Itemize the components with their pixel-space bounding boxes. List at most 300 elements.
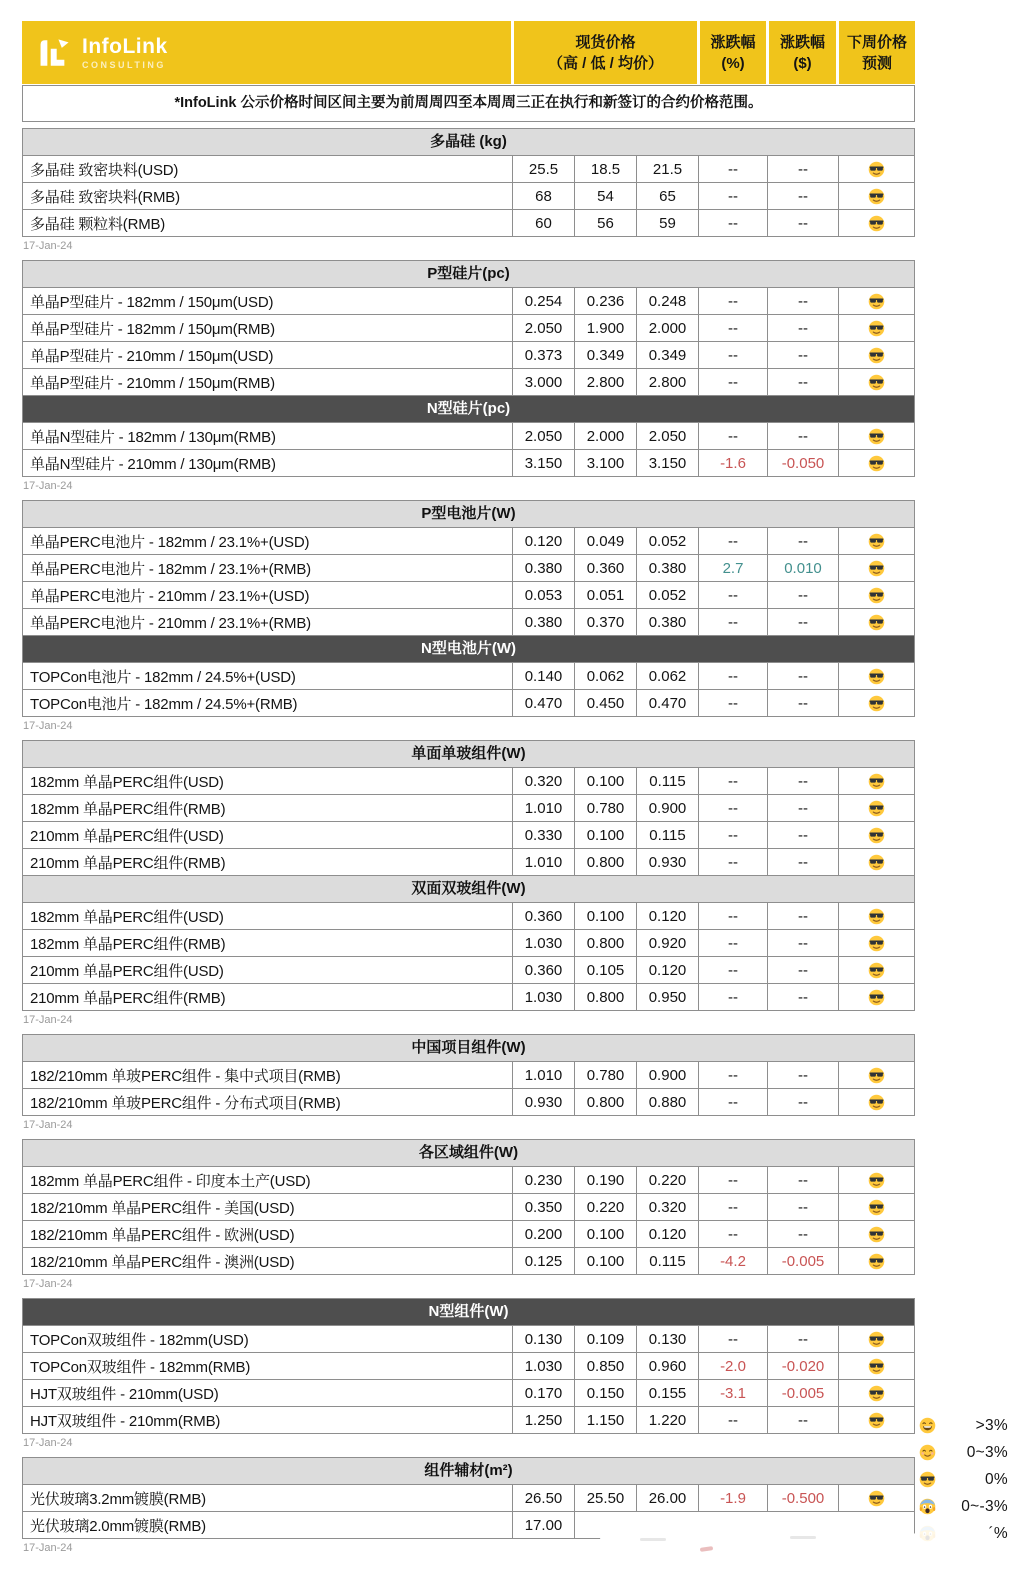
table-row	[23, 422, 914, 449]
column-header-change-pct	[700, 21, 766, 84]
brand-header	[22, 21, 915, 84]
low-cell: 25.50	[574, 1485, 636, 1511]
forecast-cell	[838, 795, 914, 821]
high-cell: 2.050	[512, 423, 574, 449]
row-label: HJT双玻组件 - 210mm(USD)	[30, 1385, 219, 1403]
row-label: 光伏玻璃2.0mm镀膜(RMB)	[30, 1517, 206, 1535]
chg-cell: --	[767, 1326, 838, 1352]
price-section	[22, 1034, 915, 1116]
high-cell: 0.120	[512, 528, 574, 554]
change-usd-subtitle: ($)	[793, 54, 812, 72]
chg-cell: --	[767, 609, 838, 635]
high-cell: 0.130	[512, 1326, 574, 1352]
avg-cell: 0.120	[636, 1221, 698, 1247]
low-cell: 0.236	[574, 288, 636, 314]
row-label: 210mm 单晶PERC组件(RMB)	[30, 989, 226, 1007]
sunglasses-emoji-icon	[868, 1199, 885, 1216]
low-cell: 0.100	[574, 1221, 636, 1247]
table-row	[23, 314, 914, 341]
pct-cell: --	[698, 1326, 767, 1352]
price-section	[22, 395, 915, 477]
sunglasses-emoji-icon	[868, 1067, 885, 1084]
avg-cell: 26.00	[636, 1485, 698, 1511]
high-cell: 68	[512, 183, 574, 209]
legend-label: >3%	[975, 1416, 1008, 1434]
sunglasses-emoji-icon	[868, 962, 885, 979]
sunglasses-emoji-icon	[868, 533, 885, 550]
date-label: 17-Jan-24	[23, 1014, 73, 1026]
row-label: 182/210mm 单晶PERC组件 - 美国(USD)	[30, 1199, 295, 1217]
row-label: 182mm 单晶PERC组件(USD)	[30, 908, 224, 926]
high-cell: 0.320	[512, 768, 574, 794]
forecast-cell	[838, 582, 914, 608]
table-row	[23, 1193, 914, 1220]
avg-cell: 0.248	[636, 288, 698, 314]
avg-cell: 0.155	[636, 1380, 698, 1406]
avg-cell: 0.120	[636, 903, 698, 929]
forecast-cell	[838, 1326, 914, 1352]
pct-cell: --	[698, 609, 767, 635]
price-section	[22, 1298, 915, 1434]
sunglasses-emoji-icon	[868, 1094, 885, 1111]
sunglasses-emoji-icon	[868, 935, 885, 952]
high-cell: 0.930	[512, 1089, 574, 1115]
low-cell: 0.360	[574, 555, 636, 581]
sunglasses-emoji-icon	[868, 320, 885, 337]
avg-cell: 3.150	[636, 450, 698, 476]
forecast-cell	[838, 768, 914, 794]
high-cell: 0.200	[512, 1221, 574, 1247]
pct-cell: --	[698, 1167, 767, 1193]
low-cell: 0.109	[574, 1326, 636, 1352]
avg-cell: 0.960	[636, 1353, 698, 1379]
avg-cell: 59	[636, 210, 698, 236]
section-header: 单面单玻组件(W)	[23, 741, 914, 767]
table-row	[23, 608, 914, 635]
pct-cell: --	[698, 288, 767, 314]
pct-cell: --	[698, 984, 767, 1010]
table-row	[23, 902, 914, 929]
sunglasses-emoji-icon	[868, 668, 885, 685]
price-sheet	[22, 21, 915, 1562]
spot-price-subtitle: （高 / 低 / 均价）	[547, 54, 663, 72]
chg-cell: --	[767, 984, 838, 1010]
date-label: 17-Jan-24	[23, 240, 73, 252]
forecast-cell	[838, 342, 914, 368]
overlay-speck	[640, 1538, 666, 1541]
chg-cell: --	[767, 1221, 838, 1247]
forecast-cell	[838, 183, 914, 209]
avg-cell: 2.050	[636, 423, 698, 449]
section-header: N型硅片(pc)	[23, 396, 914, 422]
pct-cell: --	[698, 690, 767, 716]
high-cell: 0.360	[512, 957, 574, 983]
legend-item	[903, 1439, 1028, 1466]
forecast-cell	[838, 903, 914, 929]
forecast-cell	[838, 957, 914, 983]
forecast-cell	[838, 1380, 914, 1406]
forecast-cell	[838, 849, 914, 875]
low-cell: 0.349	[574, 342, 636, 368]
table-row	[23, 956, 914, 983]
price-section	[22, 875, 915, 1011]
pct-cell: --	[698, 528, 767, 554]
row-label: 210mm 单晶PERC组件(RMB)	[30, 854, 226, 872]
chg-cell: --	[767, 1194, 838, 1220]
chg-cell: --	[767, 930, 838, 956]
row-label: 182mm 单晶PERC组件 - 印度本土产(USD)	[30, 1172, 311, 1190]
row-label: TOPCon双玻组件 - 182mm(RMB)	[30, 1358, 251, 1376]
avg-cell: 0.130	[636, 1326, 698, 1352]
pct-cell: --	[698, 156, 767, 182]
chg-cell: --	[767, 663, 838, 689]
sunglasses-emoji-icon	[868, 614, 885, 631]
column-header-spot-price	[514, 21, 697, 84]
row-label: 单晶PERC电池片 - 210mm / 23.1%+(USD)	[30, 587, 310, 605]
infolink-logo-icon	[38, 37, 72, 69]
chg-cell: -0.005	[767, 1248, 838, 1274]
section-header: 组件辅材(m²)	[23, 1458, 914, 1484]
low-cell: 0.100	[574, 1248, 636, 1274]
table-row	[23, 287, 914, 314]
chg-cell: --	[767, 342, 838, 368]
low-cell: 0.100	[574, 768, 636, 794]
table-row	[23, 368, 914, 395]
avg-cell: 0.900	[636, 795, 698, 821]
row-label: 单晶P型硅片 - 210mm / 150μm(USD)	[30, 347, 274, 365]
pct-cell: 2.7	[698, 555, 767, 581]
high-cell: 1.010	[512, 795, 574, 821]
low-cell: 0.800	[574, 984, 636, 1010]
high-cell: 1.010	[512, 849, 574, 875]
sunglasses-emoji-icon	[868, 908, 885, 925]
sunglasses-emoji-icon	[868, 347, 885, 364]
avg-cell: 0.900	[636, 1062, 698, 1088]
table-row	[23, 155, 914, 182]
chg-cell: -0.020	[767, 1353, 838, 1379]
pct-cell: --	[698, 342, 767, 368]
table-row	[23, 341, 914, 368]
forecast-cell	[838, 663, 914, 689]
chg-cell: --	[767, 690, 838, 716]
legend-label: 0~3%	[966, 1443, 1008, 1461]
low-cell: 0.800	[574, 930, 636, 956]
chg-cell: --	[767, 369, 838, 395]
chg-cell: -0.005	[767, 1380, 838, 1406]
row-label: 单晶PERC电池片 - 210mm / 23.1%+(RMB)	[30, 614, 311, 632]
chg-cell: --	[767, 423, 838, 449]
date-label: 17-Jan-24	[23, 1437, 73, 1449]
table-row	[23, 449, 914, 476]
chg-cell: --	[767, 528, 838, 554]
low-cell: 1.150	[574, 1407, 636, 1433]
row-label: 210mm 单晶PERC组件(USD)	[30, 962, 224, 980]
table-row	[23, 1088, 914, 1115]
sunglasses-emoji-icon	[868, 1358, 885, 1375]
change-pct-subtitle: (%)	[721, 54, 745, 72]
avg-cell: 0.062	[636, 663, 698, 689]
row-label: 单晶N型硅片 - 182mm / 130μm(RMB)	[30, 428, 276, 446]
forecast-cell	[838, 555, 914, 581]
row-label: TOPCon电池片 - 182mm / 24.5%+(USD)	[30, 668, 296, 686]
high-cell: 0.330	[512, 822, 574, 848]
high-cell: 0.350	[512, 1194, 574, 1220]
sunglasses-emoji-icon	[868, 215, 885, 232]
high-cell: 0.380	[512, 609, 574, 635]
chg-cell: --	[767, 582, 838, 608]
brand-logo-cell	[22, 21, 511, 84]
high-cell: 0.254	[512, 288, 574, 314]
chg-cell: --	[767, 957, 838, 983]
section-header: P型硅片(pc)	[23, 261, 914, 287]
chg-cell: --	[767, 822, 838, 848]
high-cell: 1.250	[512, 1407, 574, 1433]
avg-cell: 0.950	[636, 984, 698, 1010]
pct-cell: --	[698, 1407, 767, 1433]
row-label: 单晶PERC电池片 - 182mm / 23.1%+(USD)	[30, 533, 310, 551]
high-cell: 0.373	[512, 342, 574, 368]
chg-cell: --	[767, 1407, 838, 1433]
row-label: 182/210mm 单玻PERC组件 - 分布式项目(RMB)	[30, 1094, 341, 1112]
high-cell: 0.125	[512, 1248, 574, 1274]
sunglasses-emoji-icon	[868, 1226, 885, 1243]
avg-cell: 2.000	[636, 315, 698, 341]
row-label: 182/210mm 单晶PERC组件 - 澳洲(USD)	[30, 1253, 295, 1271]
avg-cell: 0.052	[636, 582, 698, 608]
date-label: 17-Jan-24	[23, 480, 73, 492]
forecast-cell	[838, 528, 914, 554]
high-cell: 60	[512, 210, 574, 236]
date-label: 17-Jan-24	[23, 1278, 73, 1290]
date-label: 17-Jan-24	[23, 720, 73, 732]
sunglasses-emoji-icon	[868, 1331, 885, 1348]
pct-cell: -4.2	[698, 1248, 767, 1274]
pct-cell: --	[698, 210, 767, 236]
section-header: N型组件(W)	[23, 1299, 914, 1325]
low-cell: 0.450	[574, 690, 636, 716]
forecast-cell	[838, 1089, 914, 1115]
smile-emoji-icon	[919, 1444, 936, 1461]
chg-cell: -0.500	[767, 1485, 838, 1511]
low-cell: 0.049	[574, 528, 636, 554]
low-cell: 0.800	[574, 849, 636, 875]
forecast-cell	[838, 1167, 914, 1193]
sunglasses-emoji-icon	[868, 455, 885, 472]
table-row	[23, 1166, 914, 1193]
section-header: P型电池片(W)	[23, 501, 914, 527]
pct-cell: --	[698, 1221, 767, 1247]
avg-cell: 21.5	[636, 156, 698, 182]
forecast-cell	[838, 423, 914, 449]
grin-emoji-icon	[919, 1417, 936, 1434]
pct-cell: --	[698, 369, 767, 395]
high-cell: 0.470	[512, 690, 574, 716]
avg-cell: 0.320	[636, 1194, 698, 1220]
chg-cell: 0.010	[767, 555, 838, 581]
change-usd-title: 涨跌幅	[779, 33, 825, 51]
low-cell: 54	[574, 183, 636, 209]
chg-cell: --	[767, 768, 838, 794]
row-label: 单晶PERC电池片 - 182mm / 23.1%+(RMB)	[30, 560, 311, 578]
high-cell: 0.053	[512, 582, 574, 608]
brand-subtitle: CONSULTING	[82, 59, 166, 70]
table-row	[23, 581, 914, 608]
forecast-cell	[838, 1062, 914, 1088]
scream-emoji-icon	[919, 1525, 936, 1542]
high-cell: 0.380	[512, 555, 574, 581]
sunglasses-emoji-icon	[868, 773, 885, 790]
avg-cell: 0.120	[636, 957, 698, 983]
pct-cell: --	[698, 903, 767, 929]
avg-cell: 0.920	[636, 930, 698, 956]
sunglasses-emoji-icon	[868, 1385, 885, 1402]
table-row	[23, 794, 914, 821]
table-row	[23, 1406, 914, 1433]
row-label: 182/210mm 单晶PERC组件 - 欧洲(USD)	[30, 1226, 295, 1244]
high-cell: 2.050	[512, 315, 574, 341]
forecast-cell	[838, 288, 914, 314]
pct-cell: --	[698, 183, 767, 209]
column-header-forecast	[839, 21, 915, 84]
forecast-cell	[838, 210, 914, 236]
pct-cell: -1.6	[698, 450, 767, 476]
chg-cell: -0.050	[767, 450, 838, 476]
low-cell: 56	[574, 210, 636, 236]
chg-cell: --	[767, 903, 838, 929]
pct-cell: -1.9	[698, 1485, 767, 1511]
pct-cell: --	[698, 930, 767, 956]
row-label: 210mm 单晶PERC组件(USD)	[30, 827, 224, 845]
forecast-cell	[838, 1248, 914, 1274]
row-label: 单晶P型硅片 - 210mm / 150μm(RMB)	[30, 374, 275, 392]
avg-cell: 0.052	[636, 528, 698, 554]
high-cell: 1.030	[512, 930, 574, 956]
avg-cell: 0.380	[636, 555, 698, 581]
price-table	[22, 128, 915, 1556]
low-cell: 0.105	[574, 957, 636, 983]
chg-cell: --	[767, 849, 838, 875]
row-label: TOPCon双玻组件 - 182mm(USD)	[30, 1331, 249, 1349]
pct-cell: --	[698, 795, 767, 821]
legend-label: 0~-3%	[961, 1497, 1008, 1515]
pct-cell: --	[698, 768, 767, 794]
legend-label: 0%	[984, 1470, 1008, 1488]
chg-cell: --	[767, 1167, 838, 1193]
legend-item	[903, 1412, 1028, 1439]
high-cell: 17.00	[512, 1512, 574, 1538]
avg-cell: 0.380	[636, 609, 698, 635]
legend-item	[903, 1520, 1028, 1547]
sunglasses-emoji-icon	[868, 428, 885, 445]
forecast-subtitle: 预测	[861, 54, 892, 72]
table-row	[23, 1379, 914, 1406]
low-cell: 0.800	[574, 1089, 636, 1115]
sunglasses-emoji-icon	[868, 293, 885, 310]
low-cell: 0.150	[574, 1380, 636, 1406]
forecast-cell	[838, 1353, 914, 1379]
table-row	[23, 209, 914, 236]
section-header: 中国项目组件(W)	[23, 1035, 914, 1061]
price-note: *InfoLink 公示价格时间区间主要为前周周四至本周周三正在执行和新签订的合约价格范围。	[22, 85, 915, 122]
forecast-legend	[903, 1412, 1028, 1547]
chg-cell: --	[767, 1062, 838, 1088]
table-row	[23, 983, 914, 1010]
legend-label: ´%	[988, 1524, 1008, 1542]
avg-cell: 0.880	[636, 1089, 698, 1115]
pct-cell: -2.0	[698, 1353, 767, 1379]
sunglasses-emoji-icon	[868, 374, 885, 391]
row-label: 182mm 单晶PERC组件(RMB)	[30, 935, 226, 953]
chg-cell: --	[767, 1089, 838, 1115]
low-cell: 0.100	[574, 822, 636, 848]
forecast-cell	[838, 930, 914, 956]
high-cell: 1.030	[512, 1353, 574, 1379]
pct-cell: --	[698, 582, 767, 608]
forecast-title: 下周价格	[846, 33, 907, 51]
forecast-cell	[838, 1194, 914, 1220]
date-label: 17-Jan-24	[23, 1119, 73, 1131]
table-row	[23, 689, 914, 716]
chg-cell: --	[767, 210, 838, 236]
price-section	[22, 260, 915, 396]
avg-cell: 0.115	[636, 822, 698, 848]
high-cell: 3.150	[512, 450, 574, 476]
overlay-speck	[790, 1536, 816, 1539]
pct-cell: --	[698, 849, 767, 875]
scream-emoji-icon	[919, 1498, 936, 1515]
high-cell: 0.230	[512, 1167, 574, 1193]
pct-cell: --	[698, 1194, 767, 1220]
sunglasses-emoji-icon	[868, 188, 885, 205]
table-row	[23, 1352, 914, 1379]
sunglasses-emoji-icon	[868, 1412, 885, 1429]
table-row	[23, 929, 914, 956]
chg-cell: --	[767, 156, 838, 182]
table-row	[23, 1220, 914, 1247]
legend-item	[903, 1493, 1028, 1520]
section-header: 各区域组件(W)	[23, 1140, 914, 1166]
sunglasses-emoji-icon	[868, 800, 885, 817]
row-label: 多晶硅 致密块料(RMB)	[30, 188, 180, 206]
low-cell: 0.780	[574, 1062, 636, 1088]
pct-cell: --	[698, 957, 767, 983]
avg-cell: 65	[636, 183, 698, 209]
table-row	[23, 1484, 914, 1511]
forecast-cell	[838, 369, 914, 395]
price-section	[22, 128, 915, 237]
low-cell: 0.190	[574, 1167, 636, 1193]
table-row	[23, 182, 914, 209]
sunglasses-emoji-icon	[868, 1490, 885, 1507]
sunglasses-emoji-icon	[919, 1471, 936, 1488]
avg-cell: 0.470	[636, 690, 698, 716]
pct-cell: --	[698, 663, 767, 689]
forecast-cell	[838, 690, 914, 716]
avg-cell: 2.800	[636, 369, 698, 395]
low-cell: 0.370	[574, 609, 636, 635]
pct-cell: --	[698, 315, 767, 341]
forecast-cell	[838, 450, 914, 476]
date-label: 17-Jan-24	[23, 1542, 73, 1554]
table-row	[23, 1247, 914, 1274]
low-cell: 3.100	[574, 450, 636, 476]
sunglasses-emoji-icon	[868, 1172, 885, 1189]
section-header: 多晶硅 (kg)	[23, 129, 914, 155]
row-label: 光伏玻璃3.2mm镀膜(RMB)	[30, 1490, 206, 1508]
avg-cell: 0.930	[636, 849, 698, 875]
table-row	[23, 767, 914, 794]
avg-cell: 0.115	[636, 1248, 698, 1274]
